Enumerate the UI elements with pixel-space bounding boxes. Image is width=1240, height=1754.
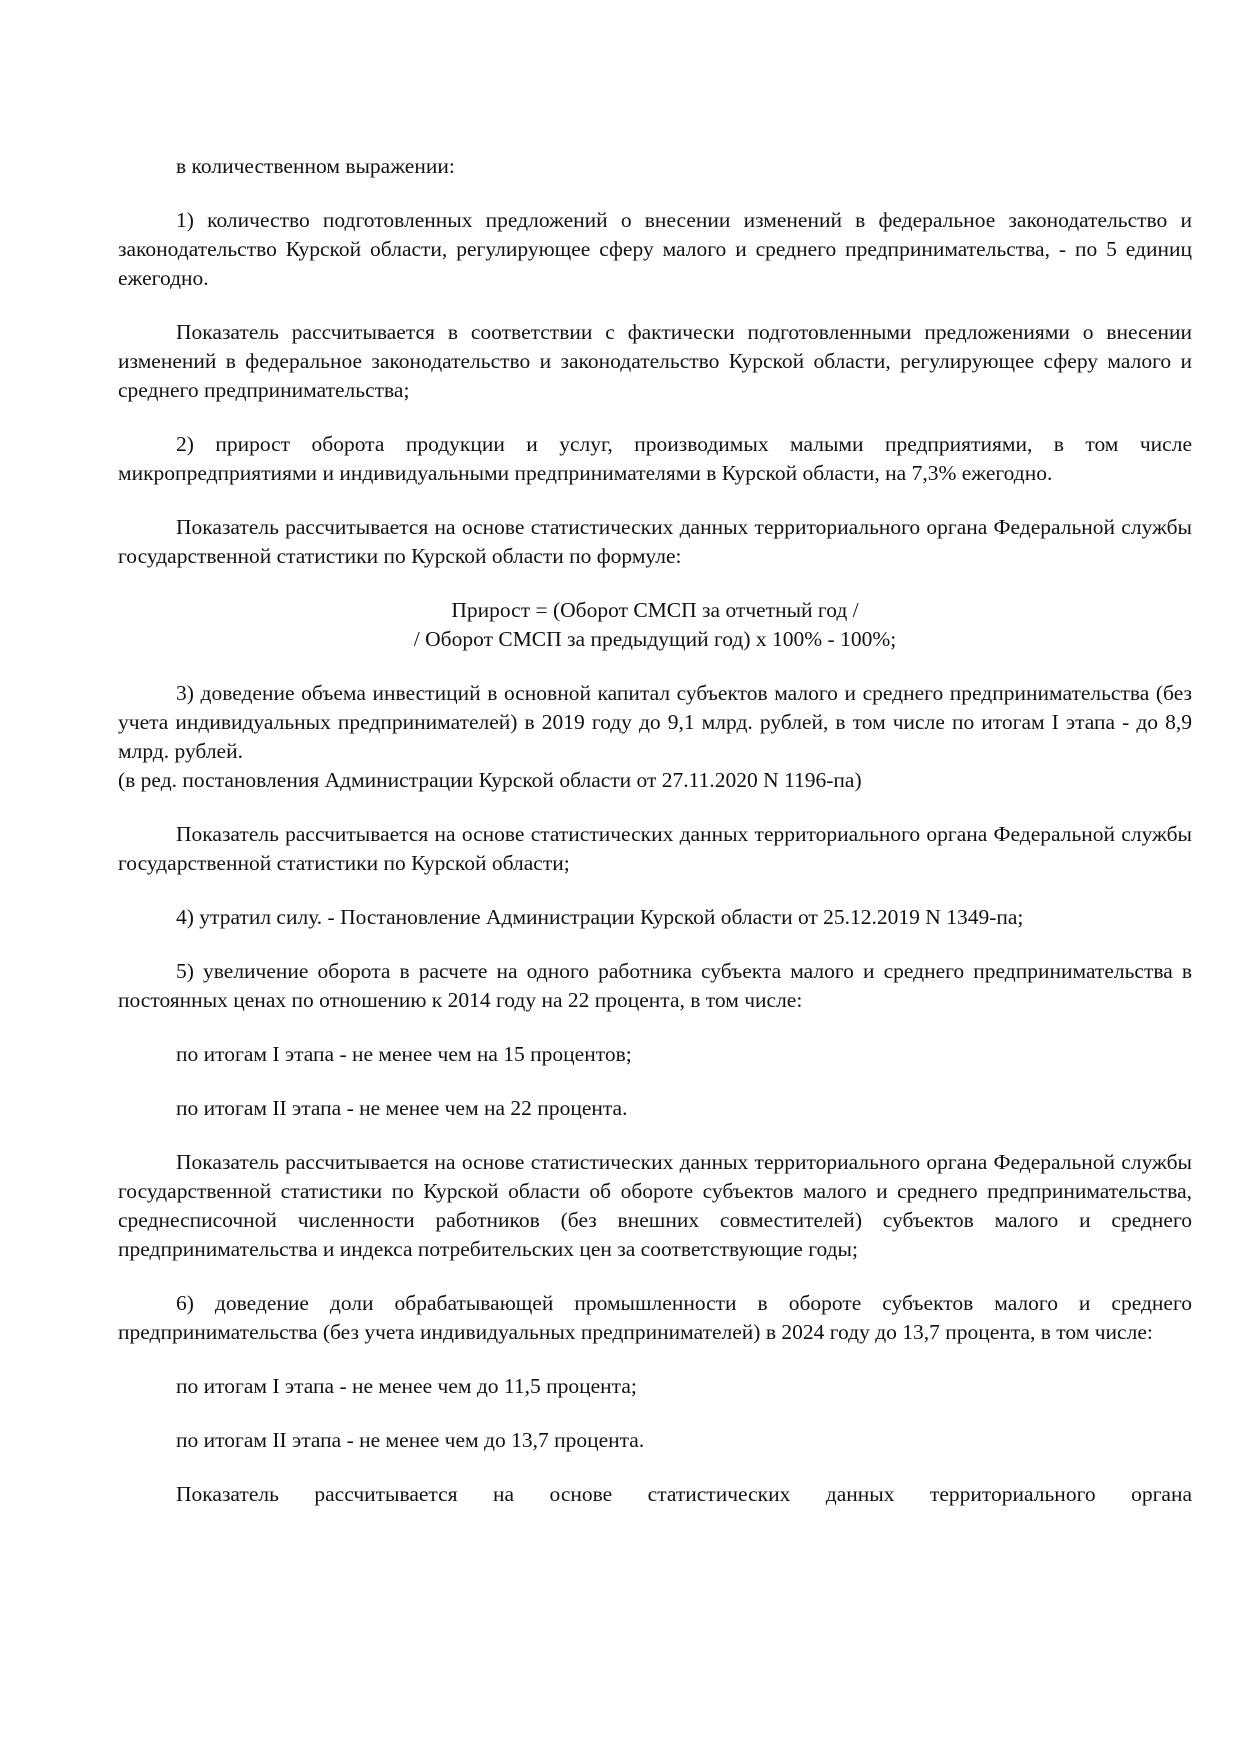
- paragraph-item-6: 6) доведение доли обрабатывающей промышленности в обороте субъектов малого и среднего предпринимательства (без учета индивидуальных предпринимателей) в 2024 году до 13,7 процента, в том числе:: [118, 1291, 1192, 1344]
- paragraph-item-6-stage-1: по итогам I этапа - не менее чем до 11,5 процента;: [176, 1374, 637, 1398]
- paragraph-item-4: 4) утратил силу. - Постановление Администрации Курской области от 25.12.2019 N 1349-па;: [176, 905, 1024, 929]
- amendment-note: (в ред. постановления Администрации Курской области от 27.11.2020 N 1196-па): [118, 768, 862, 792]
- document-page: [118, 152, 1192, 1534]
- paragraph-item-1: 1) количество подготовленных предложений о внесении изменений в федеральное законодательство и законодательство Курской области, регулирующее сферу малого и среднего предпринимательства, - по 5 единиц ежегодно.: [118, 208, 1192, 290]
- paragraph-item-2-method: Показатель рассчитывается на основе статистических данных территориального органа Федеральной службы государственной статистики по Курской области по формуле:: [118, 515, 1192, 568]
- paragraph-item-5-stage-2: по итогам II этапа - не менее чем на 22 процента.: [176, 1096, 628, 1120]
- paragraph-item-6-method: Показатель рассчитывается на основе статистических данных территориального органа: [176, 1482, 1192, 1506]
- paragraph-intro: в количественном выражении:: [176, 154, 455, 178]
- paragraph-item-3-method: Показатель рассчитывается на основе статистических данных территориального органа Федеральной службы государственной статистики по Курской области;: [118, 822, 1192, 875]
- formula: [118, 596, 1192, 654]
- paragraph-item-6-stage-2: по итогам II этапа - не менее чем до 13,7 процента.: [176, 1428, 645, 1452]
- formula-line-2: / Оборот СМСП за предыдущий год) x 100% - 100%;: [413, 627, 897, 651]
- paragraph-item-5: 5) увеличение оборота в расчете на одного работника субъекта малого и среднего предпринимательства в постоянных ценах по отношению к 2014 году на 22 процента, в том числе:: [118, 959, 1192, 1012]
- paragraph-item-5-stage-1: по итогам I этапа - не менее чем на 15 процентов;: [176, 1042, 632, 1066]
- paragraph-item-5-method: Показатель рассчитывается на основе статистических данных территориального органа Федеральной службы государственной статистики по Курской области об обороте субъектов малого и среднего предпринимательства, среднесписочной численности работников (без внешних совместителей) субъектов малого и среднего предпринимательства и индекса потребительских цен за соответствующие годы;: [118, 1150, 1192, 1261]
- formula-line-1: Прирост = (Оборот СМСП за отчетный год /: [451, 598, 859, 622]
- paragraph-item-3: 3) доведение объема инвестиций в основной капитал субъектов малого и среднего предпринимательства (без учета индивидуальных предпринимателей) в 2019 году до 9,1 млрд. рублей, в том числе по итогам I этапа - до 8,9 млрд. рублей.: [118, 681, 1192, 763]
- paragraph-item-1-method: Показатель рассчитывается в соответствии с фактически подготовленными предложениями о внесении изменений в федеральное законодательство и законодательство Курской области, регулирующее сферу малого и среднего предпринимательства;: [118, 320, 1192, 402]
- paragraph-item-2: 2) прирост оборота продукции и услуг, производимых малыми предприятиями, в том числе микропредприятиями и индивидуальными предпринимателями в Курской области, на 7,3% ежегодно.: [118, 432, 1192, 485]
